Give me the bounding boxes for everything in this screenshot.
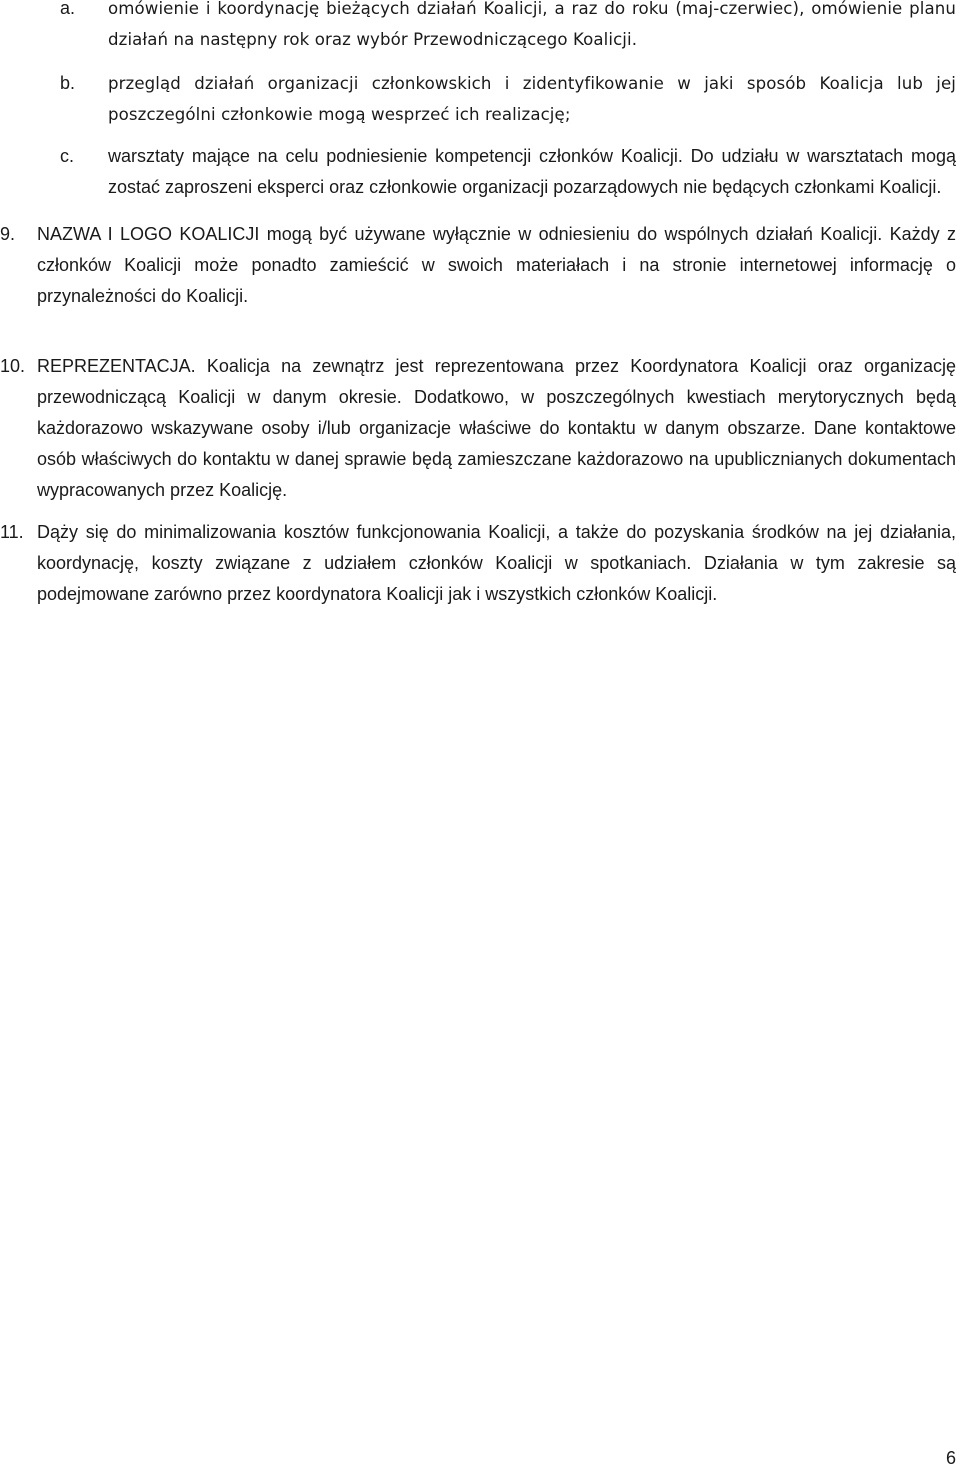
item-text: Dąży się do minimalizowania kosztów funkcjonowania Koalicji, a także do pozyskania środków na jej działania, koordynację, koszty związane z udziałem członków Koalicji w spotkaniach. Działania w tym zakresie są podejmowane zarówno przez koordynatora Koalicji jak i wszystkich członków Koalicji.	[37, 522, 956, 604]
page-number: 6	[945, 1448, 956, 1468]
sub-item-text: przegląd działań organizacji członkowskich i zidentyfikowanie w jaki sposób Koalicja lub jej poszczególni członkowie mogą wesprzeć ich realizację;	[108, 74, 956, 124]
item-marker: 10.	[0, 356, 26, 376]
sub-item-marker: b.	[60, 73, 76, 93]
sub-item-text: warsztaty mające na celu podniesienie kompetencji członków Koalicji. Do udziału w warsztatach mogą zostać zaproszeni eksperci oraz członkowie organizacji pozarządowych nie będących członkami Koalicji.	[108, 146, 956, 197]
item-marker: 9.	[0, 224, 16, 244]
item-marker: 11.	[0, 522, 24, 542]
sub-item-text: omówienie i koordynację bieżących działań Koalicji, a raz do roku (maj-czerwiec), omówienie planu działań na następny rok oraz wybór Przewodniczącego Koalicji.	[108, 0, 956, 49]
item-text: NAZWA I LOGO KOALICJI mogą być używane wyłącznie w odniesieniu do wspólnych działań Koalicji. Każdy z członków Koalicji może ponadto zamieścić w swoich materiałach i na stronie internetowej informację o przynależności do Koalicji.	[37, 224, 956, 306]
sub-item-marker: a.	[60, 0, 76, 18]
sub-item-marker: c.	[60, 146, 75, 166]
item-text: REPREZENTACJA. Koalicja na zewnątrz jest reprezentowana przez Koordynatora Koalicji oraz organizację przewodniczącą Koalicji w danym okresie. Dodatkowo, w poszczególnych kwestiach merytorycznych będą każdorazowo wskazywane osoby i/lub organizacje właściwe do kontaktu w danym obszarze. Dane kontaktowe osób właściwych do kontaktu w danej sprawie będą zamieszczane każdorazowo na upublicznianych dokumentach wypracowanych przez Koalicję.	[37, 356, 956, 500]
